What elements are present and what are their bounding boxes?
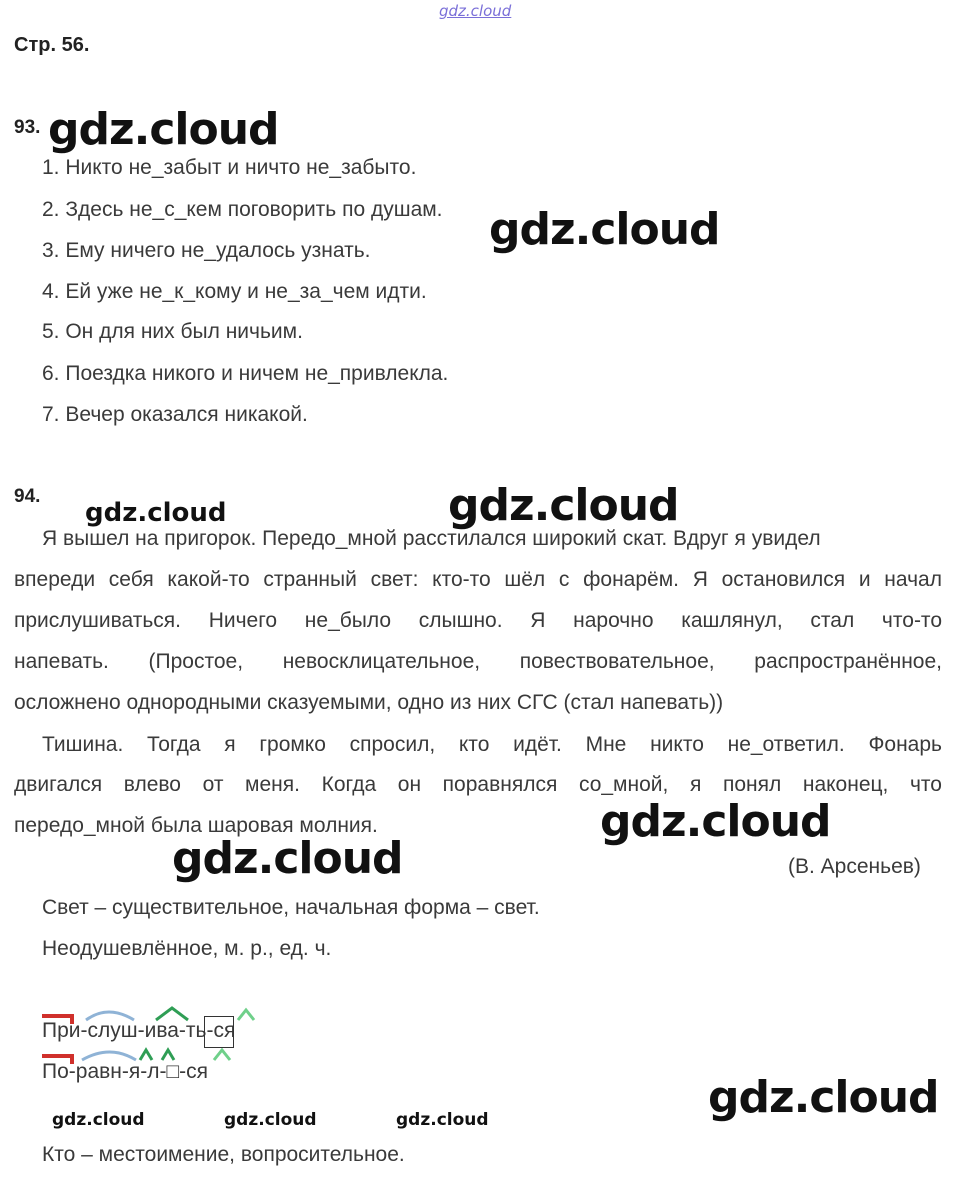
watermark: gdz.cloud bbox=[52, 1110, 145, 1130]
ex94-p1-line-1: Я вышел на пригорок. Передо_мной расстилался широкий скат. Вдруг я увидел bbox=[42, 527, 821, 550]
watermark: gdz.cloud bbox=[224, 1110, 317, 1130]
suffix-mark bbox=[238, 1010, 254, 1020]
analysis-line-1: Свет – существительное, начальная форма – свет. bbox=[42, 896, 540, 919]
exercise-93-number: 93. bbox=[14, 117, 41, 138]
final-line: Кто – местоимение, вопросительное. bbox=[42, 1143, 405, 1166]
ex93-line-3: 3. Ему ничего не_удалось узнать. bbox=[42, 239, 371, 262]
watermark: gdz.cloud bbox=[708, 1072, 939, 1123]
watermark: gdz.cloud bbox=[600, 796, 831, 847]
ex93-line-6: 6. Поездка никого и ничем не_привлекла. bbox=[42, 362, 449, 385]
ex93-line-7: 7. Вечер оказался никакой. bbox=[42, 403, 308, 426]
root-arc bbox=[82, 1052, 136, 1060]
ending-box bbox=[204, 1016, 234, 1048]
watermark: gdz.cloud bbox=[172, 833, 403, 884]
ex93-line-5: 5. Он для них был ничьим. bbox=[42, 320, 303, 343]
ex93-line-1: 1. Никто не_забыт и ничто не_забыто. bbox=[42, 156, 417, 179]
suffix-mark bbox=[140, 1050, 152, 1060]
watermark: gdz.cloud bbox=[448, 480, 679, 531]
watermark: gdz.cloud bbox=[396, 1110, 489, 1130]
ex93-line-2: 2. Здесь не_с_кем поговорить по душам. bbox=[42, 198, 443, 221]
morph-word-2: По-равн-я-л-□-ся bbox=[42, 1060, 209, 1083]
morph-word-1: При-слуш-ива-ть-ся bbox=[42, 1019, 236, 1042]
ex94-p1-line-2: впереди себя какой-то странный свет: кто-то шёл с фонарём. Я остановился и начал bbox=[14, 568, 942, 591]
watermark: gdz.cloud bbox=[85, 498, 227, 528]
ex94-p1-line-4: напевать. (Простое, невосклицательное, повествовательное, распространённое, bbox=[14, 650, 942, 673]
watermark: gdz.cloud bbox=[48, 104, 279, 155]
analysis-line-2: Неодушевлённое, м. р., ед. ч. bbox=[42, 937, 332, 960]
ex94-p2-line-3: передо_мной была шаровая молния. bbox=[14, 814, 378, 837]
page-label: Стр. 56. bbox=[14, 34, 90, 56]
ex93-line-4: 4. Ей уже не_к_кому и не_за_чем идти. bbox=[42, 280, 427, 303]
watermark-top: gdz.cloud bbox=[439, 2, 512, 20]
ex94-p2-line-1: Тишина. Тогда я громко спросил, кто идёт. Мне никто не_ответил. Фонарь bbox=[42, 733, 942, 756]
suffix-mark bbox=[214, 1050, 230, 1060]
author: (В. Арсеньев) bbox=[788, 855, 921, 878]
ex94-p1-line-3: прислушиваться. Ничего не_было слышно. Я нарочно кашлянул, стал что-то bbox=[14, 609, 942, 632]
exercise-94-number: 94. bbox=[14, 486, 41, 507]
ex94-p2-line-2: двигался влево от меня. Когда он поравнялся со_мной, я понял наконец, что bbox=[14, 773, 942, 796]
watermark: gdz.cloud bbox=[489, 204, 720, 255]
suffix-mark bbox=[162, 1050, 174, 1060]
ex94-p1-line-5: осложнено однородными сказуемыми, одно из них СГС (стал напевать)) bbox=[14, 691, 724, 714]
